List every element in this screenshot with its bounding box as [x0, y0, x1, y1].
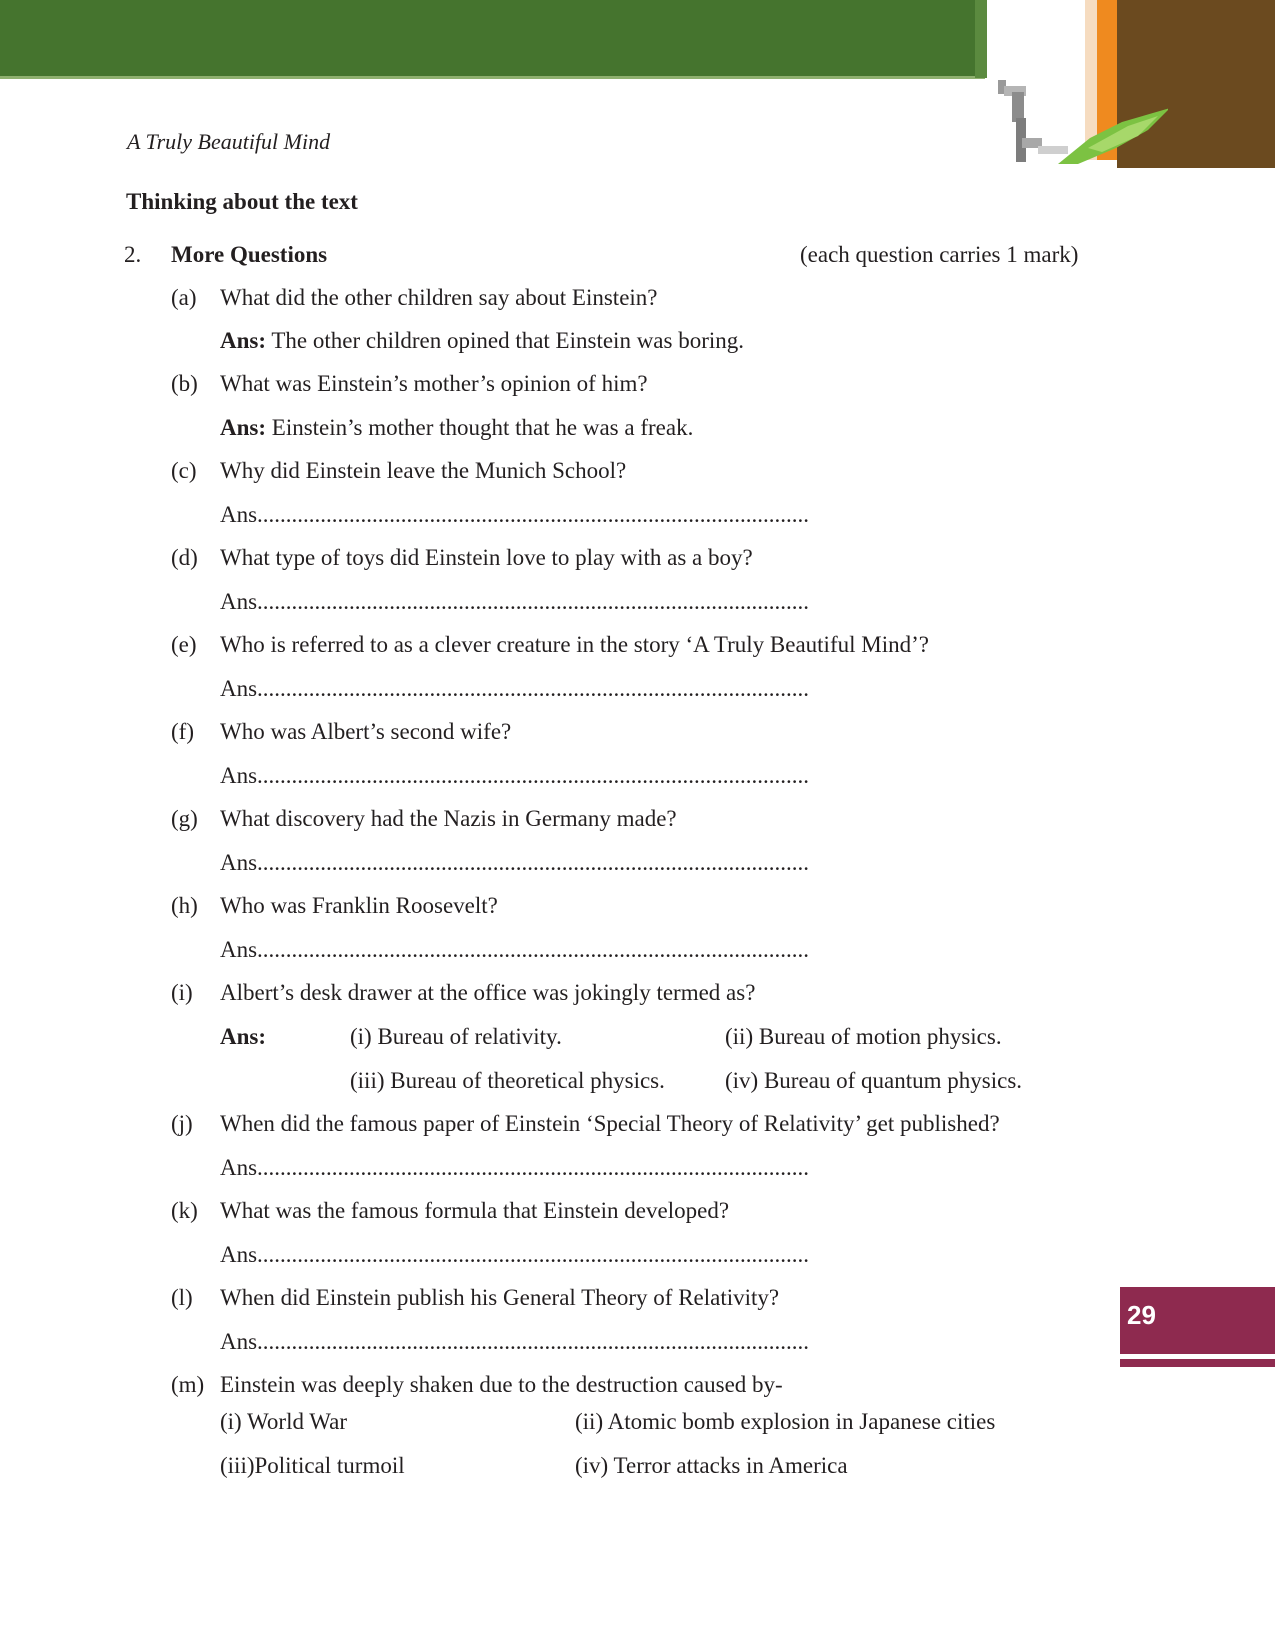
question-text: When did Einstein publish his General Theory of Relativity? [220, 1285, 780, 1310]
answer-text: Einstein’s mother thought that he was a freak. [266, 415, 694, 440]
answer-blank: Ans................................................................................................ [220, 1329, 810, 1354]
question-label: (h) [171, 893, 198, 918]
page-tab-rule [1120, 1359, 1275, 1367]
option-item: (iv) Terror attacks in America [575, 1453, 848, 1478]
answer-blank: Ans................................................................................................ [220, 676, 810, 701]
section-number: 2. [124, 242, 142, 267]
question-text: Who was Franklin Roosevelt? [220, 893, 498, 918]
answer-label: Ans: [220, 1024, 267, 1049]
option-item: (iii)Political turmoil [220, 1453, 405, 1478]
option-item: (iii) Bureau of theoretical physics. [350, 1068, 665, 1093]
answer-text: The other children opined that Einstein was boring. [266, 328, 745, 353]
question-text: Who was Albert’s second wife? [220, 719, 512, 744]
question-text: What was the famous formula that Einstein developed? [220, 1198, 730, 1223]
question-text: Albert’s desk drawer at the office was jokingly termed as? [220, 980, 756, 1005]
question-label: (a) [171, 285, 197, 310]
question-label: (l) [171, 1285, 193, 1310]
header-band-edge [0, 76, 985, 79]
header-band-accent [975, 0, 987, 78]
question-text: When did the famous paper of Einstein ‘Special Theory of Relativity’ get published? [220, 1111, 1000, 1136]
question-text: What type of toys did Einstein love to play with as a boy? [220, 545, 753, 570]
answer-label: Ans: [220, 328, 267, 353]
question-label: (c) [171, 458, 197, 483]
section-title: Thinking about the text [126, 189, 358, 214]
question-label: (k) [171, 1198, 198, 1223]
question-label: (b) [171, 371, 198, 396]
question-text: What discovery had the Nazis in Germany made? [220, 806, 677, 831]
answer-blank: Ans................................................................................................ [220, 589, 810, 614]
header-green-band [0, 0, 985, 78]
option-item: (i) World War [220, 1409, 348, 1434]
question-text: Einstein was deeply shaken due to the destruction caused by- [220, 1372, 783, 1397]
question-label: (f) [171, 719, 194, 744]
answer-blank: Ans................................................................................................ [220, 1155, 810, 1180]
question-label: (m) [171, 1372, 205, 1397]
option-item: (iv) Bureau of quantum physics. [725, 1068, 1023, 1093]
option-item: (i) Bureau of relativity. [350, 1024, 562, 1049]
question-label: (j) [171, 1111, 193, 1136]
page-number: 29 [1127, 1300, 1156, 1330]
answer-blank: Ans................................................................................................ [220, 937, 810, 962]
question-text: What did the other children say about Einstein? [220, 285, 658, 310]
answer-label: Ans: [220, 415, 267, 440]
question-label: (g) [171, 806, 198, 831]
answer-blank: Ans................................................................................................ [220, 763, 810, 788]
option-item: (ii) Bureau of motion physics. [725, 1024, 1002, 1049]
running-title: A Truly Beautiful Mind [127, 129, 331, 154]
question-label: (i) [171, 980, 193, 1005]
question-text: Who is referred to as a clever creature in the story ‘A Truly Beautiful Mind’? [220, 632, 929, 657]
answer-blank: Ans................................................................................................ [220, 1242, 810, 1267]
answer-blank: Ans................................................................................................ [220, 502, 810, 527]
question-text: Why did Einstein leave the Munich School? [220, 458, 627, 483]
sprout-logo-icon [998, 78, 1168, 176]
question-label: (d) [171, 545, 198, 570]
section-heading: More Questions [171, 242, 328, 267]
marks-note: (each question carries 1 mark) [800, 242, 1079, 267]
option-item: (ii) Atomic bomb explosion in Japanese cities [575, 1409, 996, 1434]
question-text: What was Einstein’s mother’s opinion of him? [220, 371, 648, 396]
answer-blank: Ans................................................................................................ [220, 850, 810, 875]
question-label: (e) [171, 632, 197, 657]
